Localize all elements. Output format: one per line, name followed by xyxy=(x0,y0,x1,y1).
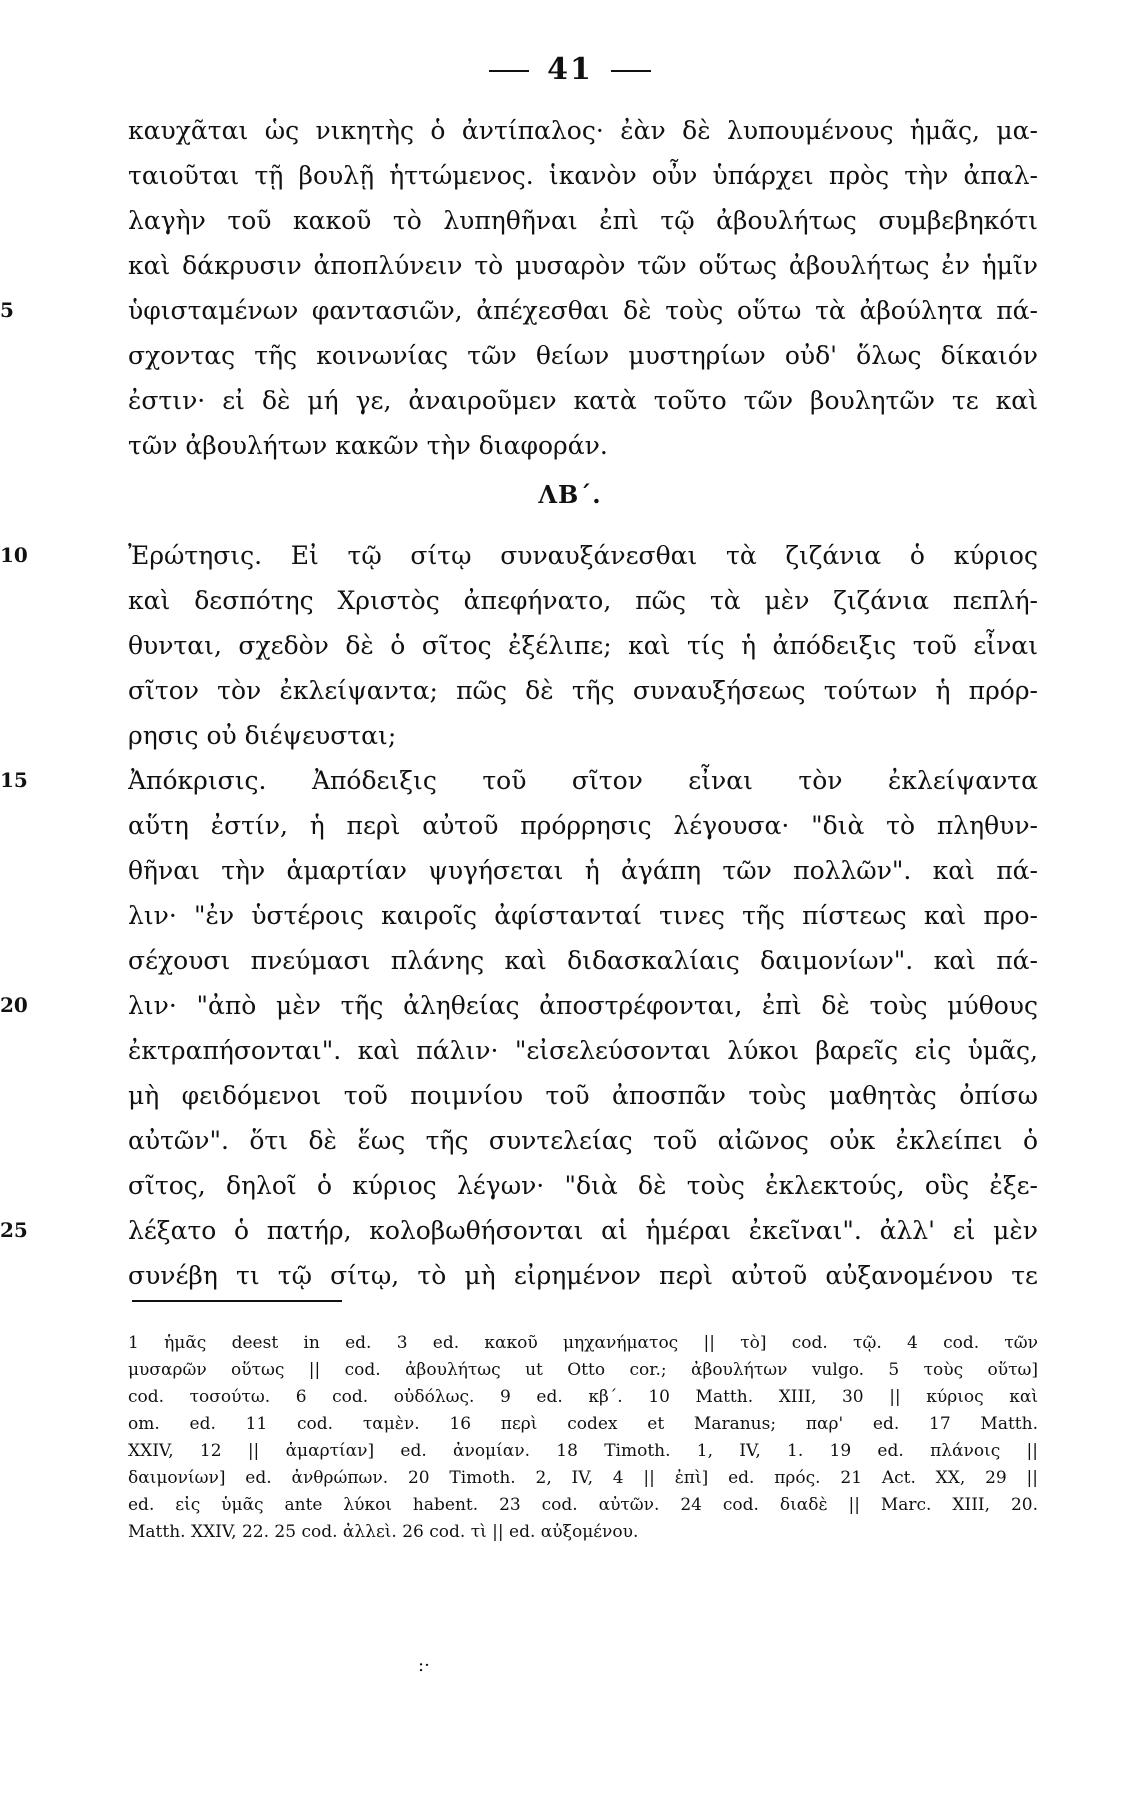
text-line xyxy=(0,1208,1140,1253)
footnote-line xyxy=(0,1492,1140,1519)
line-text: ἐκτραπήσονται". καὶ πάλιν· "εἰσελεύσονται λύκοι βαρεῖς εἰς ὑμᾶς, xyxy=(128,1036,1038,1065)
text-line xyxy=(0,243,1140,288)
page-number-dash-right xyxy=(611,70,651,72)
line-text: Ἐρώτησις. Εἰ τῷ σίτῳ συναυξάνεσθαι τὰ ζιζάνια ὁ κύριος xyxy=(128,541,1038,570)
line-text: λέξατο ὁ πατήρ, κολοβωθήσονται αἱ ἡμέραι ἐκεῖναι". ἀλλ' εἰ μὲν xyxy=(128,1216,1038,1245)
line-text: Ἀπόκρισις. Ἀπόδειξις τοῦ σῖτον εἶναι τὸν ἐκλείψαντα xyxy=(128,766,1038,795)
line-text: λαγὴν τοῦ κακοῦ τὸ λυπηθῆναι ἐπὶ τῷ ἀβουλήτως συμβεβηκότι xyxy=(128,206,1038,235)
text-line xyxy=(0,1118,1140,1163)
text-line xyxy=(0,668,1140,713)
page-number-value: 41 xyxy=(547,52,593,87)
footnotes xyxy=(0,1330,1140,1546)
line-number: 15 xyxy=(0,768,28,792)
line-text: θῆναι τὴν ἁμαρτίαν ψυγήσεται ἡ ἀγάπη τῶν πολλῶν". καὶ πά- xyxy=(128,856,1038,885)
footnote-text: ed. εἰς ὑμᾶς ante λύκοι habent. 23 cod. αὐτῶν. 24 cod. διαδὲ || Marc. XIII, 20. xyxy=(128,1495,1038,1515)
footnote-line xyxy=(0,1384,1140,1411)
text-line xyxy=(0,153,1140,198)
line-text: σῖτον τὸν ἐκλείψαντα; πῶς δὲ τῆς συναυξήσεως τούτων ἡ πρόρ- xyxy=(128,676,1038,705)
text-line xyxy=(0,893,1140,938)
footnote-text: cod. τοσούτω. 6 cod. οὐδόλως. 9 ed. κβ΄. 10 Matth. XIII, 30 || κύριος καὶ xyxy=(128,1387,1038,1407)
line-text: μὴ φειδόμενοι τοῦ ποιμνίου τοῦ ἀποσπᾶν τοὺς μαθητὰς ὀπίσω xyxy=(128,1081,1038,1110)
line-text: σέχουσι πνεύμασι πλάνης καὶ διδασκαλίαις δαιμονίων". καὶ πά- xyxy=(128,946,1038,975)
page-number-dash-left xyxy=(489,70,529,72)
footnote-text: δαιμονίων] ed. ἀνθρώπων. 20 Timoth. 2, IV, 4 || ἐπὶ] ed. πρός. 21 Act. XX, 29 || xyxy=(128,1468,1038,1488)
footnote-rule xyxy=(132,1300,342,1302)
line-number: 5 xyxy=(0,298,14,322)
paragraph-1 xyxy=(0,108,1140,468)
line-number: 10 xyxy=(0,543,28,567)
paragraph-2 xyxy=(0,533,1140,1298)
text-line xyxy=(0,983,1140,1028)
footnote-line xyxy=(0,1411,1140,1438)
footnote-line xyxy=(0,1465,1140,1492)
text-line xyxy=(0,938,1140,983)
footnote-line xyxy=(0,1519,1140,1546)
footnote-text: XXIV, 12 || ἁμαρτίαν] ed. ἀνομίαν. 18 Timoth. 1, IV, 1. 19 ed. πλάνοις || xyxy=(128,1441,1038,1461)
line-text: θυνται, σχεδὸν δὲ ὁ σῖτος ἐξέλιπε; καὶ τίς ἡ ἀπόδειξις τοῦ εἶναι xyxy=(128,631,1038,660)
page-specks: :· xyxy=(418,1655,430,1676)
text-line xyxy=(0,288,1140,333)
line-text: σχοντας τῆς κοινωνίας τῶν θείων μυστηρίων οὐδ' ὅλως δίκαιόν xyxy=(128,341,1038,370)
line-text: καὶ δάκρυσιν ἀποπλύνειν τὸ μυσαρὸν τῶν οὕτως ἀβουλήτως ἐν ἡμῖν xyxy=(128,251,1038,280)
footnote-text: μυσαρῶν οὕτως || cod. ἀβουλήτως ut Otto cor.; ἀβουλήτων vulgo. 5 τοὺς οὕτω] xyxy=(128,1360,1038,1380)
line-text: ταιοῦται τῇ βουλῇ ἡττώμενος. ἱκανὸν οὖν ὑπάρχει πρὸς τὴν ἀπαλ- xyxy=(128,161,1038,190)
footnote-line xyxy=(0,1438,1140,1465)
line-text: αὐτῶν". ὅτι δὲ ἕως τῆς συντελείας τοῦ αἰῶνος οὐκ ἐκλείπει ὁ xyxy=(128,1126,1038,1155)
line-text: λιν· "ἀπὸ μὲν τῆς ἀληθείας ἀποστρέφονται, ἐπὶ δὲ τοὺς μύθους xyxy=(128,991,1038,1020)
text-line xyxy=(0,108,1140,153)
footnote-text: 1 ἡμᾶς deest in ed. 3 ed. κακοῦ μηχανήματος || τὸ] cod. τῷ. 4 cod. τῶν xyxy=(128,1333,1038,1353)
text-line xyxy=(0,578,1140,623)
text-line xyxy=(0,848,1140,893)
page-number xyxy=(0,52,1140,87)
text-line xyxy=(0,758,1140,803)
text-line xyxy=(0,1163,1140,1208)
line-text: συνέβη τι τῷ σίτῳ, τὸ μὴ εἰρημένον περὶ αὐτοῦ αὐξανομένου τε xyxy=(128,1261,1038,1290)
text-line xyxy=(0,803,1140,848)
line-text: καὶ δεσπότης Χριστὸς ἀπεφήνατο, πῶς τὰ μὲν ζιζάνια πεπλή- xyxy=(128,586,1038,615)
text-line xyxy=(0,623,1140,668)
text-line xyxy=(0,423,1140,468)
line-number: 20 xyxy=(0,993,28,1017)
line-text: ὑφισταμένων φαντασιῶν, ἀπέχεσθαι δὲ τοὺς οὕτω τὰ ἀβούλητα πά- xyxy=(128,296,1038,325)
line-text: καυχᾶται ὡς νικητὴς ὁ ἀντίπαλος· ἐὰν δὲ λυπουμένους ἡμᾶς, μα- xyxy=(128,116,1038,145)
footnote-line xyxy=(0,1330,1140,1357)
section-heading: ΛΒ΄. xyxy=(538,480,602,509)
text-line xyxy=(0,533,1140,578)
line-text: λιν· "ἐν ὑστέροις καιροῖς ἀφίστανταί τινες τῆς πίστεως καὶ προ- xyxy=(128,901,1038,930)
text-line xyxy=(0,333,1140,378)
text-line xyxy=(0,1253,1140,1298)
line-text: σῖτος, δηλοῖ ὁ κύριος λέγων· "διὰ δὲ τοὺς ἐκλεκτούς, οὓς ἐξε- xyxy=(128,1171,1038,1200)
line-text: ἐστιν· εἰ δὲ μή γε, ἀναιροῦμεν κατὰ τοῦτο τῶν βουλητῶν τε καὶ xyxy=(128,386,1038,415)
text-line xyxy=(0,198,1140,243)
line-number: 25 xyxy=(0,1218,28,1242)
text-line xyxy=(0,378,1140,423)
line-text: αὕτη ἐστίν, ἡ περὶ αὐτοῦ πρόρρησις λέγουσα· "διὰ τὸ πληθυν- xyxy=(128,811,1038,840)
text-line xyxy=(0,713,1140,758)
footnote-text: Matth. XXIV, 22. 25 cod. ἀλλεὶ. 26 cod. τὶ || ed. αὐξομένου. xyxy=(128,1522,639,1542)
line-text: τῶν ἀβουλήτων κακῶν τὴν διαφοράν. xyxy=(128,431,608,460)
footnote-text: om. ed. 11 cod. ταμὲν. 16 περὶ codex et Maranus; παρ' ed. 17 Matth. xyxy=(128,1414,1038,1434)
line-text: ρησις οὐ διέψευσται; xyxy=(128,721,397,750)
text-line xyxy=(0,1028,1140,1073)
footnote-line xyxy=(0,1357,1140,1384)
text-line xyxy=(0,1073,1140,1118)
